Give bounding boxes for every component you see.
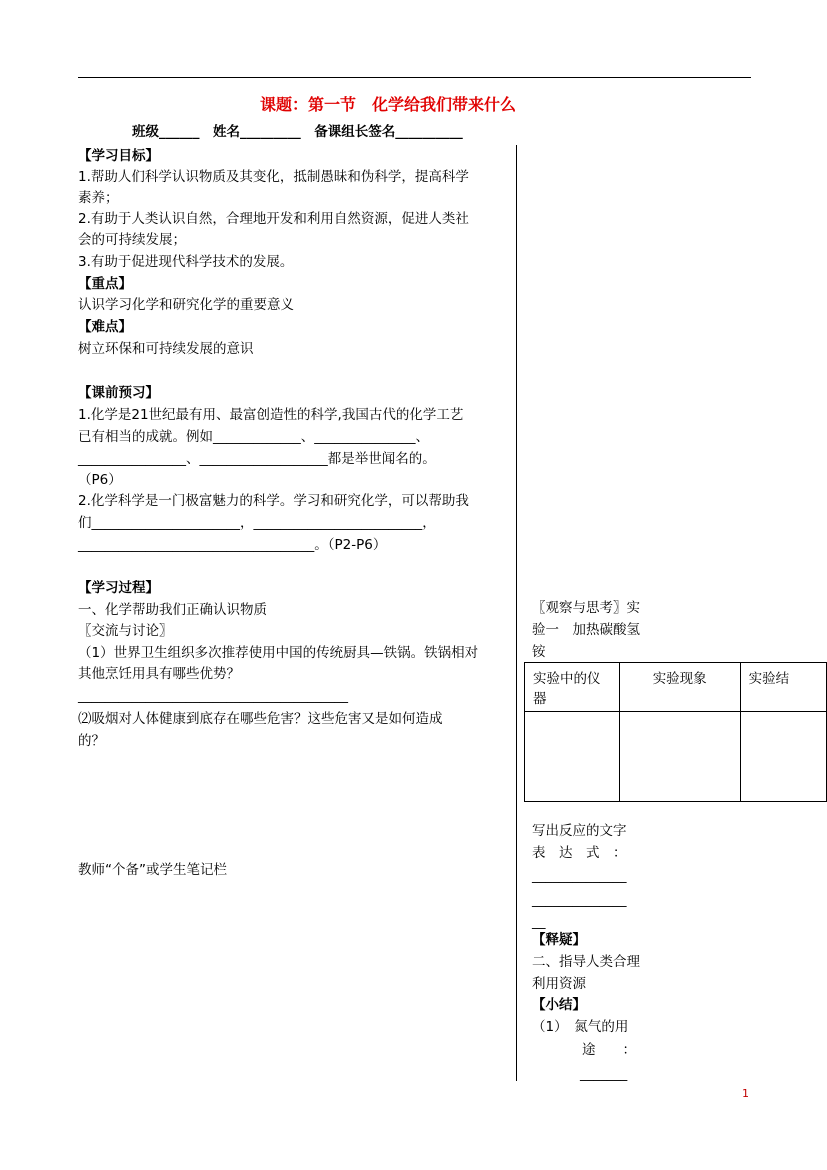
explain-heading: 【释疑】 <box>532 932 586 948</box>
summary-item: （1） 氮气的用 <box>532 1019 629 1035</box>
write-blank: ______________ <box>532 868 627 884</box>
process-line: （1）世界卫生组织多次推荐使用中国的传统厨具—铁锅。铁锅相对 <box>78 645 479 661</box>
difficulty-heading: 【难点】 <box>78 319 132 335</box>
page-title: 课题：第一节 化学给我们带来什么 <box>260 95 517 114</box>
difficulty-text: 树立环保和可持续发展的意识 <box>78 341 254 357</box>
objective-line: 2.有助于人类认识自然，合理地开发和利用自然资源，促进人类社 <box>78 211 469 227</box>
objective-line: 3.有助于促进现代科学技术的发展。 <box>78 254 294 270</box>
process-line: 的？ <box>78 733 105 749</box>
preview-line: 2.化学科学是一门极富魅力的科学。学习和研究化学，可以帮助我 <box>78 493 469 509</box>
objective-line: 素养； <box>78 190 119 206</box>
summary-blank: _______ <box>580 1066 628 1082</box>
write-blank: ______________ <box>532 892 627 908</box>
observe-line: 铵 <box>532 644 546 660</box>
summary-item: 途 ： <box>582 1042 636 1058</box>
page-number: 1 <box>742 1087 749 1100</box>
write-blank: __ <box>532 914 546 930</box>
process-line: ________________________________________ <box>78 688 348 704</box>
preview-line: 已有相当的成就。例如_____________、_______________、 <box>78 429 429 445</box>
process-heading: 【学习过程】 <box>78 580 159 596</box>
table-cell[interactable] <box>525 712 620 802</box>
summary-heading: 【小结】 <box>532 997 586 1013</box>
process-line: 一、化学帮助我们正确认识物质 <box>78 602 267 618</box>
table-header: 实验现象 <box>619 663 740 712</box>
table-header: 实验中的仪器 <box>525 663 620 712</box>
process-line: ⑵吸烟对人体健康到底存在哪些危害？这些危害又是如何造成 <box>78 711 443 727</box>
preview-line: （P6） <box>78 472 122 488</box>
table-cell[interactable] <box>619 712 740 802</box>
guide-line: 利用资源 <box>532 976 586 992</box>
objective-line: 1.帮助人们科学认识物质及其变化，抵制愚昧和伪科学，提高科学 <box>78 169 469 185</box>
objective-line: 会的可持续发展； <box>78 232 186 248</box>
guide-line: 二、指导人类合理 <box>532 954 640 970</box>
process-line: 〖交流与讨论〗 <box>78 623 173 639</box>
experiment-table <box>524 662 827 802</box>
table-cell[interactable] <box>740 712 826 802</box>
key-heading: 【重点】 <box>78 276 132 292</box>
preview-heading: 【课前预习】 <box>78 385 159 401</box>
preview-line: ___________________________________。（P2-P6） <box>78 537 387 553</box>
preview-line: 们______________________，_________________________， <box>78 515 436 531</box>
preview-line: ________________、___________________都是举世闻名的。 <box>78 451 436 467</box>
top-rule <box>78 77 751 78</box>
table-header: 实验结 <box>740 663 826 712</box>
column-divider <box>516 145 517 1081</box>
write-line: 表 达 式 ： <box>532 845 627 861</box>
key-text: 认识学习化学和研究化学的重要意义 <box>78 297 294 313</box>
info-line: 班级______ 姓名_________ 备课组长签名__________ <box>132 124 463 140</box>
objectives-heading: 【学习目标】 <box>78 148 159 164</box>
process-line: 其他烹饪用具有哪些优势？ <box>78 666 240 682</box>
observe-line: 〖观察与思考〗实 <box>532 600 640 616</box>
notes-label: 教师“个备”或学生笔记栏 <box>78 862 227 878</box>
observe-line: 验一 加热碳酸氢 <box>532 622 640 638</box>
write-line: 写出反应的文字 <box>532 823 627 839</box>
preview-line: 1.化学是21世纪最有用、最富创造性的科学,我国古代的化学工艺 <box>78 407 464 423</box>
